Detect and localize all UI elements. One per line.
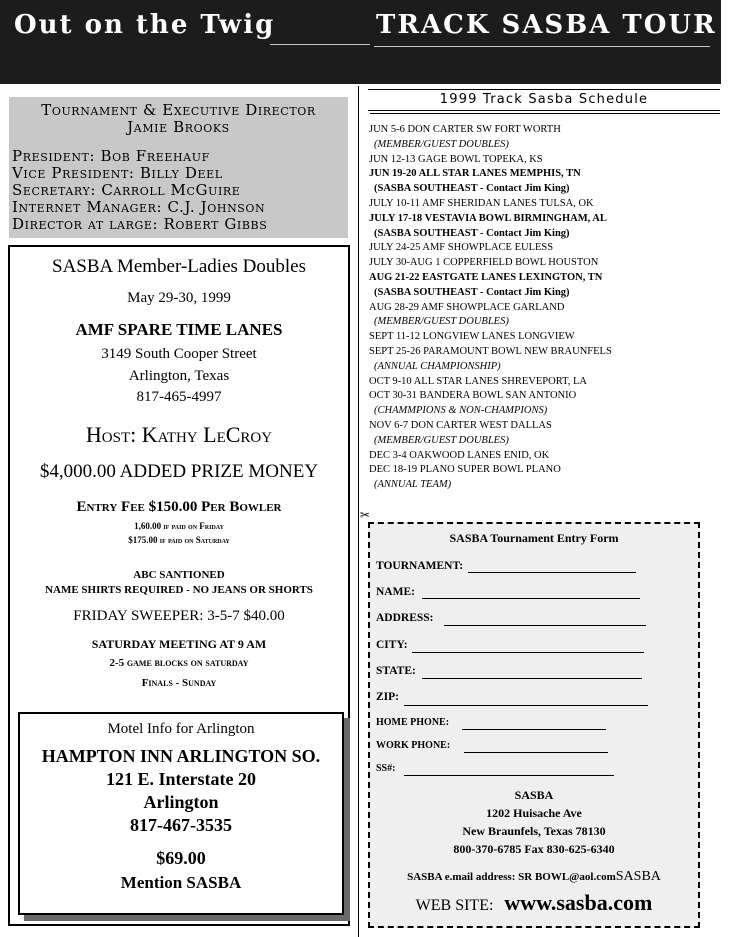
- event-title: SASBA Member-Ladies Doubles: [52, 256, 306, 277]
- schedule-title: 1999 Track Sasba Schedule: [368, 89, 720, 111]
- field-line-city[interactable]: [412, 652, 644, 653]
- officer-secretary: Secretary: Carroll McGuire: [12, 181, 241, 199]
- form-email: [370, 869, 698, 885]
- form-title: SASBA Tournament Entry Form: [449, 531, 619, 545]
- saturday-meeting: SATURDAY MEETING AT 9 AM: [91, 637, 267, 651]
- officer-vice-president: Vice President: Billy Deel: [12, 164, 223, 182]
- schedule-entry: (SASBA SOUTHEAST - Contact Jim King): [374, 227, 570, 239]
- field-label-ssn: SS#:: [376, 763, 396, 774]
- header-rule-right: [374, 46, 710, 47]
- motel-mention: Mention SASBA: [120, 873, 242, 892]
- form-city: New Braunfels, Texas 78130: [462, 824, 606, 838]
- website-label: WEB SITE:: [415, 897, 494, 914]
- officers-list: [12, 148, 267, 233]
- entry-form: [368, 522, 700, 928]
- field-line-home-phone[interactable]: [462, 729, 606, 730]
- field-line-ssn[interactable]: [404, 775, 614, 776]
- schedule-note: (MEMBER/GUEST DOUBLES): [374, 434, 509, 446]
- tour-title: TRACK SASBA TOUR: [376, 10, 717, 40]
- event-dates: May 29-30, 1999: [127, 290, 231, 306]
- schedule-note: (CHAMMPIONS & NON-CHAMPIONS): [374, 405, 548, 417]
- schedule-entry: SEPT 25-26 PARAMOUNT BOWL NEW BRAUNFELS: [369, 345, 612, 357]
- schedule-entry: SEPT 11-12 LONGVIEW LANES LONGVIEW: [369, 331, 575, 343]
- schedule-entry: JULY 17-18 VESTAVIA BOWL BIRMINGHAM, AL: [369, 212, 607, 224]
- officer-internet-manager: Internet Manager: C.J. Johnson: [12, 198, 266, 216]
- schedule-entry: (SASBA SOUTHEAST - Contact Jim King): [374, 183, 570, 195]
- schedule-entry: JUN 12-13 GAGE BOWL TOPEKA, KS: [369, 153, 543, 165]
- form-org: SASBA: [514, 788, 554, 802]
- schedule-entry: JULY 24-25 AMF SHOWPLACE EULESS: [369, 242, 554, 254]
- director-name: Jamie Brooks: [127, 118, 230, 136]
- finals-day: Finals - Sunday: [141, 677, 217, 689]
- form-email-suffix: SASBA: [615, 869, 661, 884]
- field-line-address[interactable]: [444, 625, 646, 626]
- form-street: 1202 Huisache Ave: [486, 806, 582, 820]
- schedule-entry: (SASBA SOUTHEAST - Contact Jim King): [374, 286, 570, 298]
- schedule-entry: AUG 28-29 AMF SHOWPLACE GARLAND: [369, 301, 565, 313]
- website-url[interactable]: www.sasba.com: [504, 890, 653, 915]
- motel-name: HAMPTON INN ARLINGTON SO.: [41, 746, 321, 766]
- column-divider: [358, 86, 359, 937]
- field-line-zip[interactable]: [404, 705, 648, 706]
- prize-money: $4,000.00 ADDED PRIZE MONEY: [39, 461, 319, 482]
- schedule-entry: JULY 30-AUG 1 COPPERFIELD BOWL HOUSTON: [369, 257, 599, 269]
- field-label-work-phone: WORK PHONE:: [376, 740, 451, 751]
- header-rule-left: [270, 44, 370, 45]
- field-label-state: STATE:: [376, 665, 416, 677]
- field-line-state[interactable]: [422, 678, 642, 679]
- motel-phone: 817-467-3535: [130, 815, 232, 835]
- venue-phone: 817-465-4997: [136, 389, 222, 405]
- schedule-list: [369, 123, 724, 493]
- field-label-city: CITY:: [376, 639, 408, 651]
- officers-heading: [9, 102, 348, 136]
- schedule-rule: [370, 113, 720, 114]
- schedule-entry: OCT 30-31 BANDERA BOWL SAN ANTONIO: [369, 390, 577, 402]
- late-fee-saturday: $175.00 if paid on Saturday: [128, 535, 230, 545]
- schedule-note: (MEMBER/GUEST DOUBLES): [374, 138, 509, 150]
- schedule-entry: DEC 3-4 OAKWOOD LANES ENID, OK: [369, 449, 550, 461]
- form-website: [370, 890, 698, 916]
- field-label-name: NAME:: [376, 586, 415, 598]
- officers-box: [9, 97, 348, 238]
- motel-price: $69.00: [156, 848, 206, 868]
- officer-president: President: Bob Freehauf: [12, 147, 210, 165]
- director-title: Tournament & Executive Director: [41, 101, 316, 119]
- schedule-entry: JULY 10-11 AMF SHERIDAN LANES TULSA, OK: [369, 197, 594, 209]
- schedule-entry: NOV 6-7 DON CARTER WEST DALLAS: [369, 419, 552, 431]
- field-label-address: ADDRESS:: [376, 612, 434, 624]
- venue-city: Arlington, Texas: [128, 368, 230, 384]
- schedule-entry: JUN 5-6 DON CARTER SW FORT WORTH: [369, 124, 561, 135]
- dress-code: NAME SHIRTS REQUIRED - NO JEANS OR SHORTS: [45, 584, 313, 596]
- schedule-entry: AUG 21-22 EASTGATE LANES LEXINGTON, TN: [369, 271, 603, 283]
- schedule-note: (ANNUAL CHAMPIONSHIP): [374, 360, 501, 372]
- motel-city: Arlington: [143, 792, 219, 812]
- motel-street: 121 E. Interstate 20: [106, 769, 256, 789]
- scissors-icon: ✂: [360, 508, 371, 522]
- field-line-name[interactable]: [422, 598, 640, 599]
- schedule-note: (ANNUAL TEAM): [374, 479, 452, 491]
- form-email-label: SASBA e.mail address: SR BOWL@aol.com: [407, 871, 616, 883]
- game-blocks: 2-5 game blocks on saturday: [109, 657, 249, 669]
- field-label-zip: ZIP:: [376, 691, 399, 703]
- form-phones: 800-370-6785 Fax 830-625-6340: [453, 842, 615, 856]
- field-label-tournament: TOURNAMENT:: [376, 560, 464, 572]
- friday-sweeper: FRIDAY SWEEPER: 3-5-7 $40.00: [73, 608, 285, 624]
- schedule-entry: JUN 19-20 ALL STAR LANES MEMPHIS, TN: [369, 168, 581, 180]
- officer-director-at-large: Director at large: Robert Gibbs: [12, 215, 268, 233]
- field-label-home-phone: HOME PHONE:: [376, 717, 450, 728]
- late-fee-friday: 1,60.00 if paid on Friday: [134, 521, 224, 531]
- schedule-entry: DEC 18-19 PLANO SUPER BOWL PLANO: [369, 464, 561, 476]
- field-line-tournament[interactable]: [468, 572, 636, 573]
- schedule-entry: OCT 9-10 ALL STAR LANES SHREVEPORT, LA: [369, 375, 587, 387]
- venue-street: 3149 South Cooper Street: [101, 346, 257, 362]
- motel-info-box: [18, 712, 344, 915]
- abc-sanction: ABC SANTIONED: [133, 569, 225, 581]
- event-venue: AMF SPARE TIME LANES: [75, 320, 283, 339]
- event-host: Host: Kathy LeCroy: [85, 422, 273, 447]
- newsletter-title: Out on the Twig: [14, 10, 276, 40]
- field-line-work-phone[interactable]: [464, 752, 608, 753]
- motel-heading: Motel Info for Arlington: [107, 721, 255, 737]
- entry-fee: Entry Fee $150.00 Per Bowler: [76, 499, 282, 515]
- schedule-note: (MEMBER/GUEST DOUBLES): [374, 316, 509, 328]
